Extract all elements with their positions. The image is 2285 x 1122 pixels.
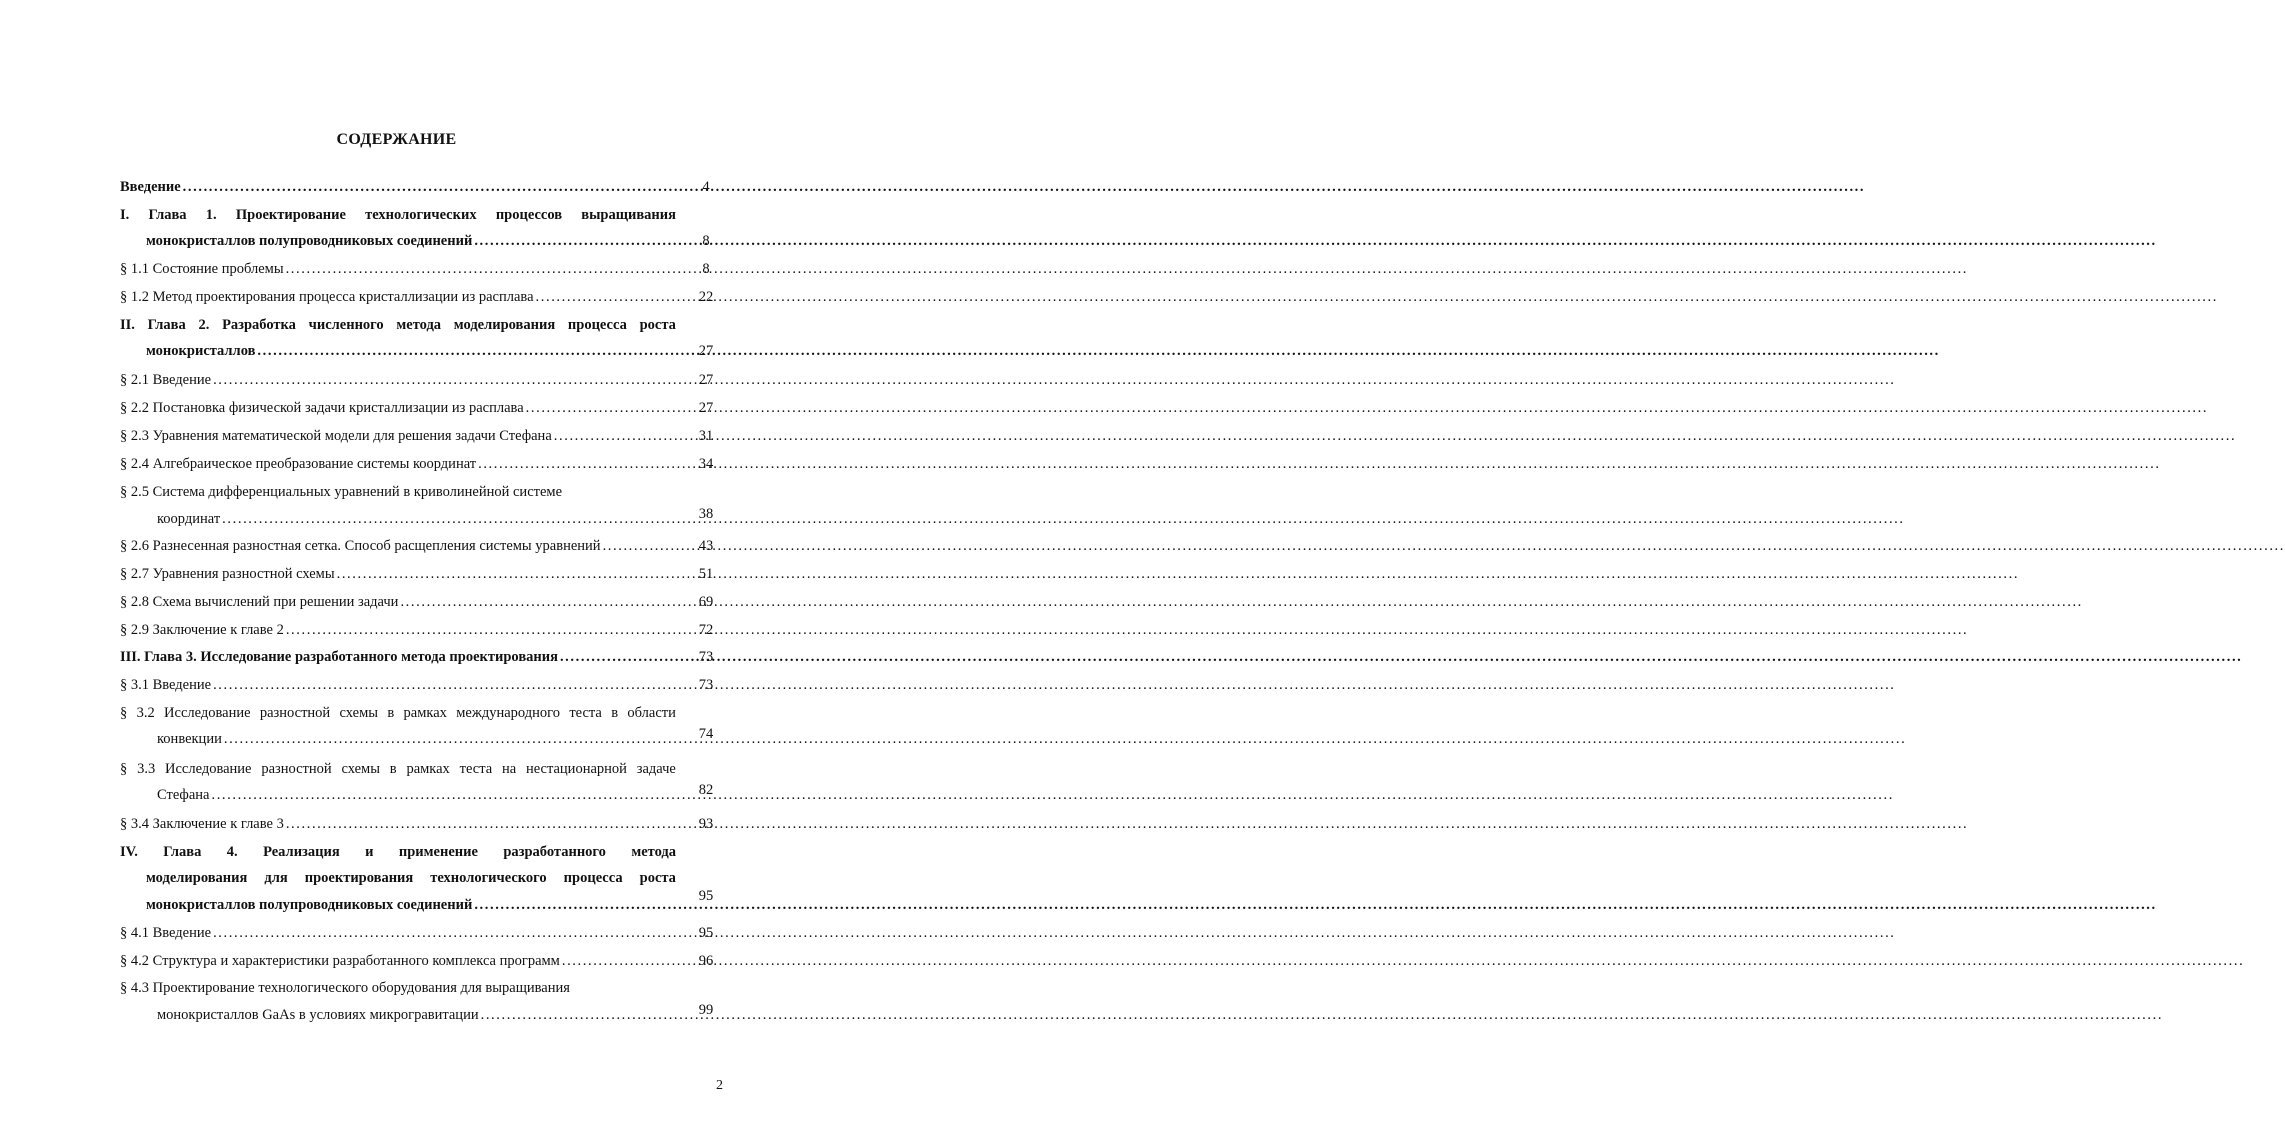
toc-entry-word: на [501,761,517,777]
toc-page-number: 31 [698,428,714,444]
toc-entry-text: § 3.1 Введение [120,677,212,693]
leader-dots [603,537,2285,555]
toc-entry-word: области [627,705,676,721]
toc-entry-text: монокристаллов полупроводниковых соединений [146,233,473,249]
leader-dots [400,593,2082,611]
toc-entry-line [120,760,676,778]
toc-entry-line [120,952,676,970]
toc-page-number: 34 [698,456,714,472]
toc-entry-line [146,232,676,250]
toc-entry-word: для [264,870,288,886]
toc-entry-word: Глава [163,844,202,860]
toc-entry-word: схемы [341,761,380,777]
toc-page-number: 27 [698,372,714,388]
toc-entry-text: § 4.2 Структура и характеристики разработанного комплекса программ [120,953,560,969]
leader-dots [286,815,1968,833]
leader-dots [211,786,1893,804]
toc-entry-text: § 2.6 Разнесенная разностная сетка. Способ расщепления системы уравнений [120,538,601,554]
toc-entry-word: I. [120,207,130,223]
toc-page-number: 22 [698,289,714,305]
toc-page-number: 95 [698,888,714,904]
toc-page-number: 38 [698,506,714,522]
toc-entry-line [120,924,676,942]
toc-entry-text: монокристаллов [146,343,256,359]
toc-entry-word: моделирования [146,870,248,886]
toc-entry-line [120,648,676,666]
toc-entry-text: § 2.9 Заключение к главе 2 [120,622,284,638]
toc-entry-text: координат [157,511,221,527]
toc-entry-line [120,371,676,389]
toc-entry-word: международного [456,705,560,721]
toc-entry-line [157,1006,676,1024]
toc-entry-line [120,178,676,196]
toc-entry-text: § 2.4 Алгебраическое преобразование системы координат [120,456,477,472]
toc-entry-line [120,843,676,861]
toc-entry-word: § [120,705,128,721]
toc-page-number: 4 [702,179,710,195]
toc-entry-word: процесса [563,870,623,886]
leader-dots [562,952,2244,970]
toc-entry-word: теста [459,761,493,777]
toc-entry-word: выращивания [581,207,676,223]
toc-entry-line [120,815,676,833]
leader-dots [474,232,2156,250]
toc-page-number: 82 [698,782,714,798]
toc-entry-word: Исследование [164,705,251,721]
toc-entry-line [120,676,676,694]
toc-entry-word: рамках [406,761,450,777]
toc-page-number: 43 [698,538,714,554]
toc-entry-line [120,979,676,997]
toc-entry-word: Глава [148,207,187,223]
toc-page-number: 96 [698,953,714,969]
toc-entry-text: III. Глава 3. Исследование разработанного метода проектирования [120,649,558,665]
toc-entry-word: IV. [120,844,138,860]
toc-page-number: 95 [698,925,714,941]
toc-entry-line [120,621,676,639]
leader-dots [213,676,1895,694]
toc-page-number: 8 [702,261,710,277]
toc-entry-word: Разработка [222,317,296,333]
toc-entry-word: в [611,705,619,721]
toc-entry-line [157,730,676,748]
toc-entry-word: рамках [403,705,447,721]
toc-entry-word: Исследование [165,761,252,777]
toc-page-number: 51 [698,566,714,582]
toc-entry-line [120,704,676,722]
toc-entry-word: Реализация [263,844,340,860]
toc-entry-word: в [387,705,395,721]
leader-dots [257,342,1939,360]
toc-entry-word: метода [396,317,442,333]
toc-entry-word: численного [308,317,384,333]
toc-entry-line [120,537,676,555]
toc-entry-line [120,455,676,473]
toc-entry-text: Введение [120,179,181,195]
leader-dots [286,621,1968,639]
toc-page-number: 99 [698,1002,714,1018]
leader-dots [536,288,2218,306]
toc-entry-word: нестационарной [525,761,627,777]
toc-entry-word: разностной [259,705,331,721]
toc-entry-line [120,288,676,306]
toc-entry-text: конвекции [157,731,222,747]
toc-entry-word: моделирования [453,317,556,333]
toc-entry-word: процессов [495,207,563,223]
leader-dots [213,924,1895,942]
toc-entry-word: теста [569,705,602,721]
toc-entry-word: применение [398,844,478,860]
toc-entry-line [120,260,676,278]
leader-dots [474,896,2156,914]
toc-entry-word: технологических [365,207,477,223]
leader-dots [224,730,1906,748]
toc-page-number: 8 [702,233,710,249]
toc-page-number: 74 [698,726,714,742]
leader-dots [560,648,2242,666]
toc-page-number: 69 [698,594,714,610]
toc-entry-text: Стефана [157,787,210,803]
leader-dots [526,399,2208,417]
toc-entry-word: Проектирование [235,207,346,223]
toc-entry-line [146,869,676,887]
toc-entry-text: § 2.7 Уравнения разностной схемы [120,566,335,582]
toc-page-number: 73 [698,649,714,665]
toc-entry-text: § 2.8 Схема вычислений при решении задачи [120,594,399,610]
page-number: 2 [716,1078,723,1093]
toc-entry-text: § 3.4 Заключение к главе 3 [120,816,284,832]
toc-page-number: 27 [698,400,714,416]
toc-entry-word: разностной [261,761,332,777]
toc-entry-text: § 2.5 Система дифференциальных уравнений в криволинейной системе [120,484,563,500]
toc-entry-line [146,896,676,914]
leader-dots [286,260,1968,278]
toc-entry-text: § 2.1 Введение [120,372,212,388]
toc-entry-word: разработанного [503,844,606,860]
leader-dots [183,178,1865,196]
toc-entry-word: роста [639,317,676,333]
leader-dots [213,371,1895,389]
toc-entry-text: § 2.3 Уравнения математической модели для решения задачи Стефана [120,428,552,444]
leader-dots [478,455,2160,473]
toc-entry-line [120,593,676,611]
toc-entry-word: II. [120,317,135,333]
toc-entry-line [120,316,676,334]
table-of-contents [0,0,793,1122]
toc-entry-text: монокристаллов полупроводниковых соединений [146,897,473,913]
toc-entry-word: § [120,761,128,777]
toc-entry-text: § 2.2 Постановка физической задачи кристаллизации из расплава [120,400,524,416]
toc-entry-line [120,427,676,445]
toc-entry-word: 4. [226,844,238,860]
toc-entry-line [120,483,676,501]
toc-page-number: 73 [698,677,714,693]
leader-dots [481,1006,2163,1024]
toc-entry-word: процесса [567,317,627,333]
toc-page-number: 27 [698,343,714,359]
toc-entry-line [146,342,676,360]
toc-entry-line [120,565,676,583]
toc-entry-word: роста [639,870,676,886]
page-title: СОДЕРЖАНИЕ [336,131,457,148]
toc-page-number: 72 [698,622,714,638]
toc-entry-line [157,786,676,804]
leader-dots [554,427,2236,445]
toc-entry-text: § 4.3 Проектирование технологического оборудования для выращивания [120,980,570,996]
toc-entry-text: § 1.2 Метод проектирования процесса кристаллизации из расплава [120,289,534,305]
toc-entry-word: и [365,844,374,860]
toc-entry-word: 1. [205,207,217,223]
leader-dots [337,565,2019,583]
toc-entry-word: схемы [339,705,379,721]
toc-entry-text: § 4.1 Введение [120,925,212,941]
toc-page-number: 93 [698,816,714,832]
toc-entry-word: Глава [147,317,186,333]
toc-entry-line [120,206,676,224]
toc-entry-text: монокристаллов GaAs в условиях микрогравитации [157,1007,479,1023]
toc-entry-word: 3.2 [136,705,155,721]
toc-entry-word: проектирования [304,870,414,886]
toc-entry-line [120,399,676,417]
toc-entry-word: задаче [636,761,676,777]
toc-entry-line [157,510,676,528]
toc-entry-word: 3.3 [137,761,156,777]
toc-entry-word: технологического [430,870,547,886]
toc-entry-word: 2. [198,317,210,333]
toc-entry-text: § 1.1 Состояние проблемы [120,261,284,277]
leader-dots [222,510,1904,528]
toc-entry-word: в [389,761,397,777]
toc-entry-word: метода [631,844,676,860]
